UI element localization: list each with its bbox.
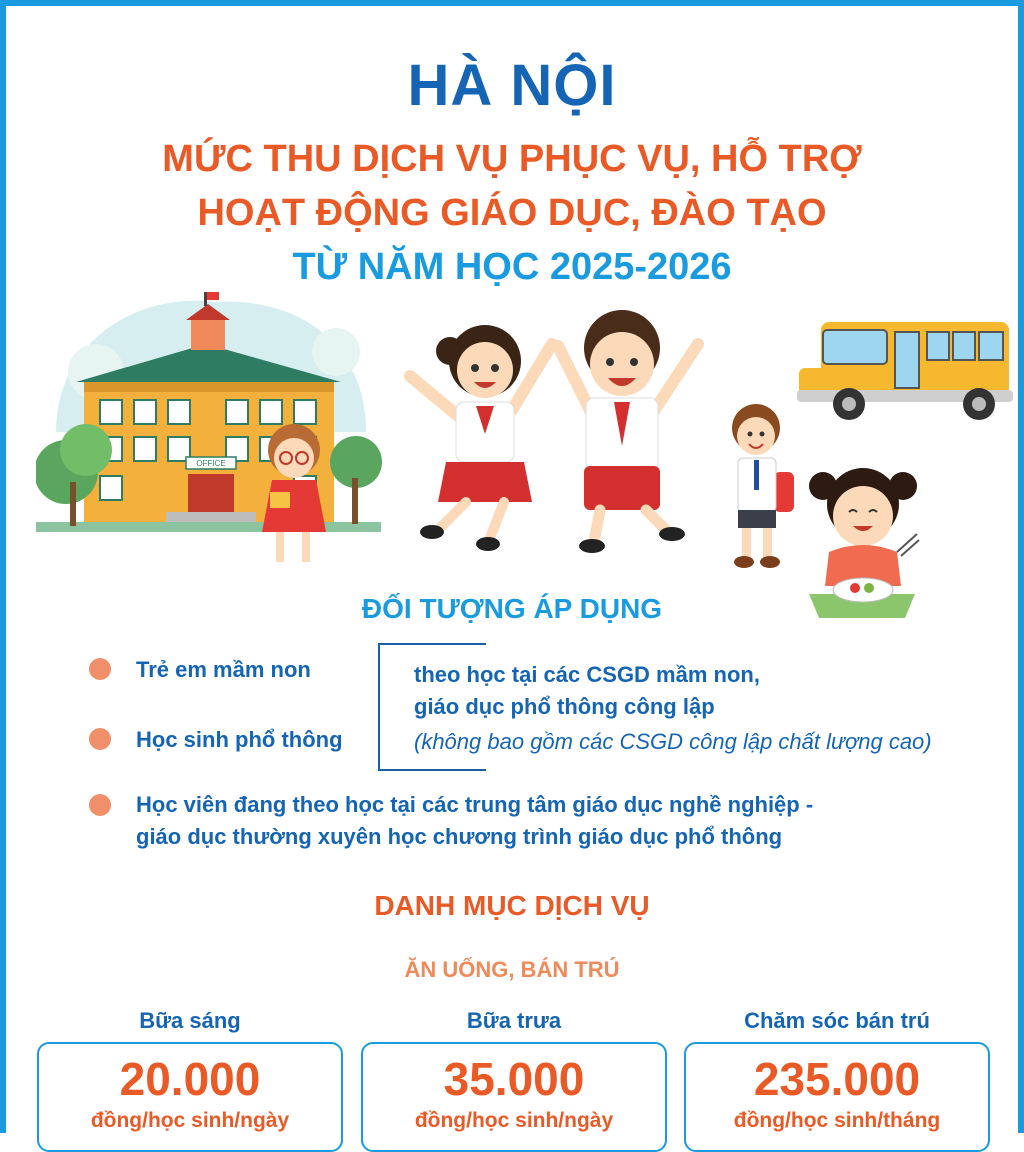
- bullet-dot: [89, 728, 111, 750]
- target-note-line-1: theo học tại các CSGD mầm non,: [414, 662, 760, 687]
- service-unit: đồng/học sinh/ngày: [414, 1109, 614, 1132]
- target-learners-line-2: giáo dục thường xuyên học chương trình giáo dục phổ thông: [136, 824, 783, 849]
- subtitle-line-2: HOẠT ĐỘNG GIÁO DỤC, ĐÀO TẠO: [197, 192, 827, 234]
- service-breakfast-card: [37, 1042, 343, 1152]
- subtitle-line-1: MỨC THU DỊCH VỤ PHỤC VỤ, HỖ TRỢ: [162, 138, 862, 180]
- service-price: 235.000: [753, 1053, 921, 1105]
- boy-with-backpack-illustration: [718, 400, 798, 575]
- bullet-dot: [89, 794, 111, 816]
- service-breakfast-label: Bữa sáng: [139, 1008, 241, 1033]
- service-daycare-card: [684, 1042, 990, 1152]
- targets-heading: ĐỐI TƯỢNG ÁP DỤNG: [361, 593, 663, 624]
- school-building-illustration: [36, 282, 386, 582]
- services-category: ĂN UỐNG, BÁN TRÚ: [404, 957, 620, 982]
- service-price: 20.000: [119, 1053, 261, 1105]
- service-daycare-label: Chăm sóc bán trú: [744, 1008, 930, 1033]
- service-lunch-label: Bữa trưa: [466, 1008, 562, 1033]
- bullet-dot: [89, 658, 111, 680]
- school-sign-text: OFFICE: [196, 459, 226, 468]
- target-learners-line-1: Học viên đang theo học tại các trung tâm giáo dục nghề nghiệp -: [136, 792, 814, 817]
- service-lunch-card: [361, 1042, 667, 1152]
- target-students: Học sinh phổ thông: [136, 727, 343, 752]
- target-note-exclusion: (không bao gồm các CSGD công lập chất lượng cao): [414, 729, 932, 754]
- page-title: HÀ NỘI: [407, 53, 617, 118]
- service-price: 35.000: [443, 1053, 585, 1105]
- services-heading: DANH MỤC DỊCH VỤ: [374, 890, 650, 921]
- school-bus-illustration: [795, 318, 1015, 426]
- jumping-children-illustration: [380, 306, 725, 561]
- target-note-line-2: giáo dục phổ thông công lập: [414, 694, 715, 719]
- target-preschool: Trẻ em mầm non: [136, 657, 311, 682]
- subtitle-year: TỪ NĂM HỌC 2025-2026: [292, 246, 732, 288]
- service-unit: đồng/học sinh/tháng: [733, 1109, 941, 1132]
- service-unit: đồng/học sinh/ngày: [90, 1109, 290, 1132]
